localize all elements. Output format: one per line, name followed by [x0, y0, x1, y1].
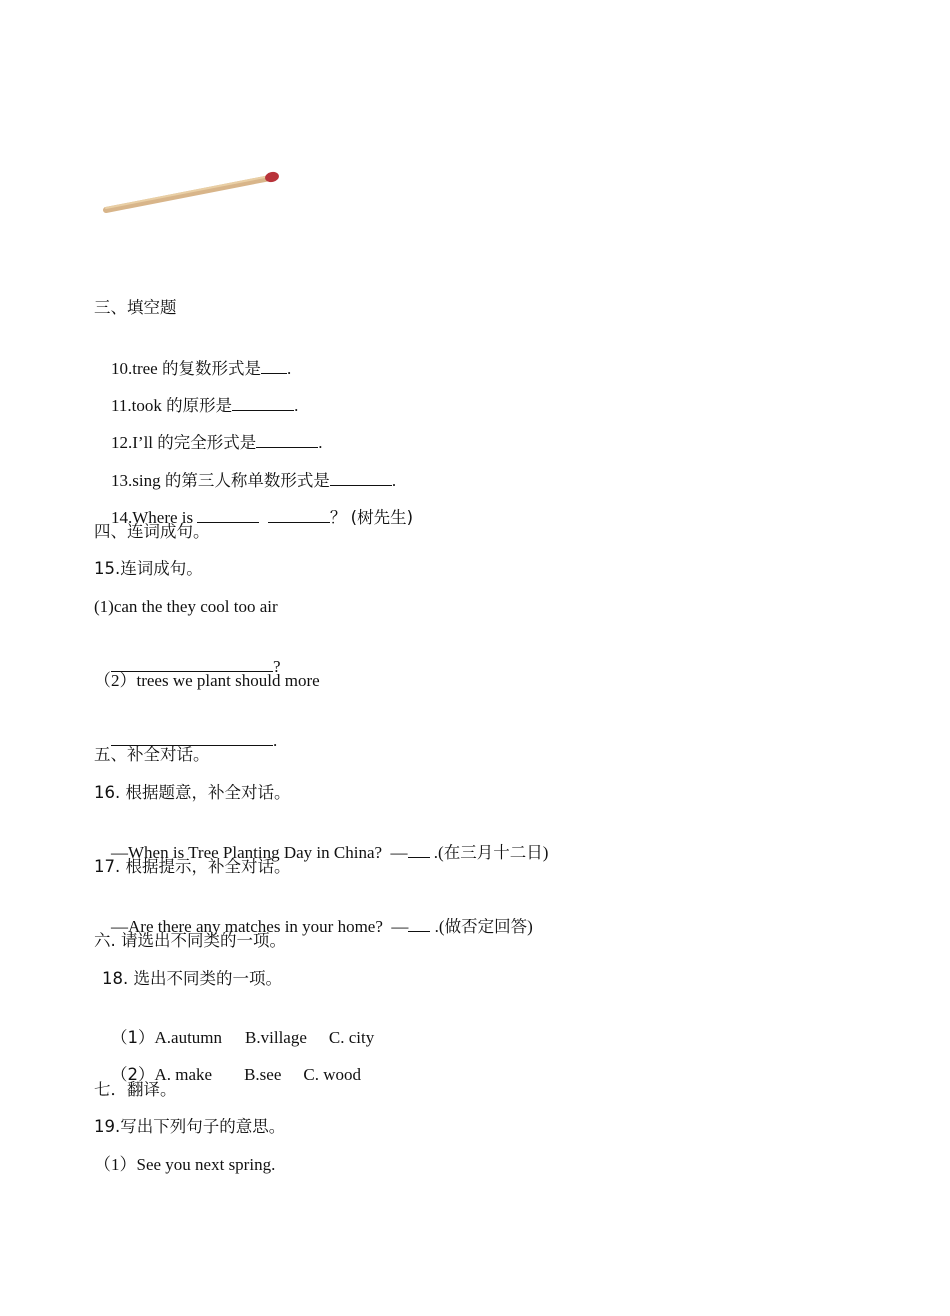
q17-tail: .(	[430, 917, 445, 936]
q18-row-1-option-b[interactable]: B.village	[245, 1028, 307, 1047]
q12-prefix: 12.I’ll	[111, 433, 158, 452]
q10-cn: 的复数形式是	[161, 359, 261, 378]
q14-answer-blank-2[interactable]	[268, 506, 330, 523]
q15-item-1: (1)can the they cool too air	[94, 597, 278, 616]
question-15-title: 15.连词成句。	[94, 559, 203, 578]
q16-text: —When is Tree Planting Day in China? —	[111, 843, 408, 862]
q11-prefix: 11.took	[111, 396, 167, 415]
question-16-title: 16. 根据题意，补全对话。	[94, 783, 291, 802]
q18-row-1-option-a[interactable]: A.autumn	[154, 1028, 223, 1047]
q18-row-2-option-a[interactable]: A. make	[154, 1065, 213, 1084]
question-18-title: 18. 选出不同类的一项。	[102, 969, 282, 988]
q16-hint: 在三月十二日	[443, 843, 543, 862]
q17-close: )	[527, 917, 533, 936]
q18-row-2-option-b[interactable]: B.see	[244, 1065, 282, 1084]
question-19-title: 19.写出下列句子的意思。	[94, 1117, 286, 1136]
section-4-heading: 四、连词成句。	[94, 522, 210, 541]
q14-question-mark: ？	[329, 508, 347, 527]
q16-answer-blank[interactable]	[408, 841, 430, 858]
matchstick-image	[98, 162, 288, 222]
q17-hint: 做否定回答	[444, 917, 528, 936]
q10-prefix: 10.tree	[111, 359, 162, 378]
q17-answer-blank[interactable]	[408, 915, 430, 932]
q10-suffix: .	[286, 359, 292, 378]
section-7-heading: 七．翻译。	[94, 1080, 177, 1099]
q16-tail: .(	[429, 843, 444, 862]
q12-answer-blank[interactable]	[256, 431, 318, 448]
q14-prefix: 14.Where is	[111, 508, 198, 527]
q14-hint: (树先生)	[350, 508, 414, 527]
q18-row-2-num: （2）	[111, 1065, 155, 1084]
q13-cn: 的第三人称单数形式是	[164, 471, 330, 490]
section-5-heading: 五、补全对话。	[94, 745, 210, 764]
q16-close: )	[542, 843, 549, 862]
q18-row-1-option-c[interactable]: C. city	[328, 1028, 375, 1047]
q19-item-1: （1）See you next spring.	[94, 1155, 276, 1174]
q15-item-1-end: ?	[273, 657, 281, 676]
question-17-title: 17. 根据提示，补全对话。	[94, 857, 291, 876]
q13-prefix: 13.sing	[111, 471, 165, 490]
q11-cn: 的原形是	[166, 396, 233, 415]
q11-suffix: .	[294, 396, 299, 415]
q12-suffix: .	[318, 433, 323, 452]
section-3-heading: 三、填空题	[94, 298, 177, 317]
q17-text: —Are there any matches in your home? —	[111, 917, 409, 936]
q13-suffix: .	[391, 471, 397, 490]
q18-row-1-num: （1）	[111, 1028, 155, 1047]
q15-item-2-end: .	[273, 731, 278, 750]
q18-row-2-option-c[interactable]: C. wood	[303, 1065, 362, 1084]
q12-cn: 的完全形式是	[157, 433, 257, 452]
section-6-heading: 六. 请选出不同类的一项。	[94, 931, 286, 950]
q15-item-2: （2）trees we plant should more	[94, 671, 320, 690]
